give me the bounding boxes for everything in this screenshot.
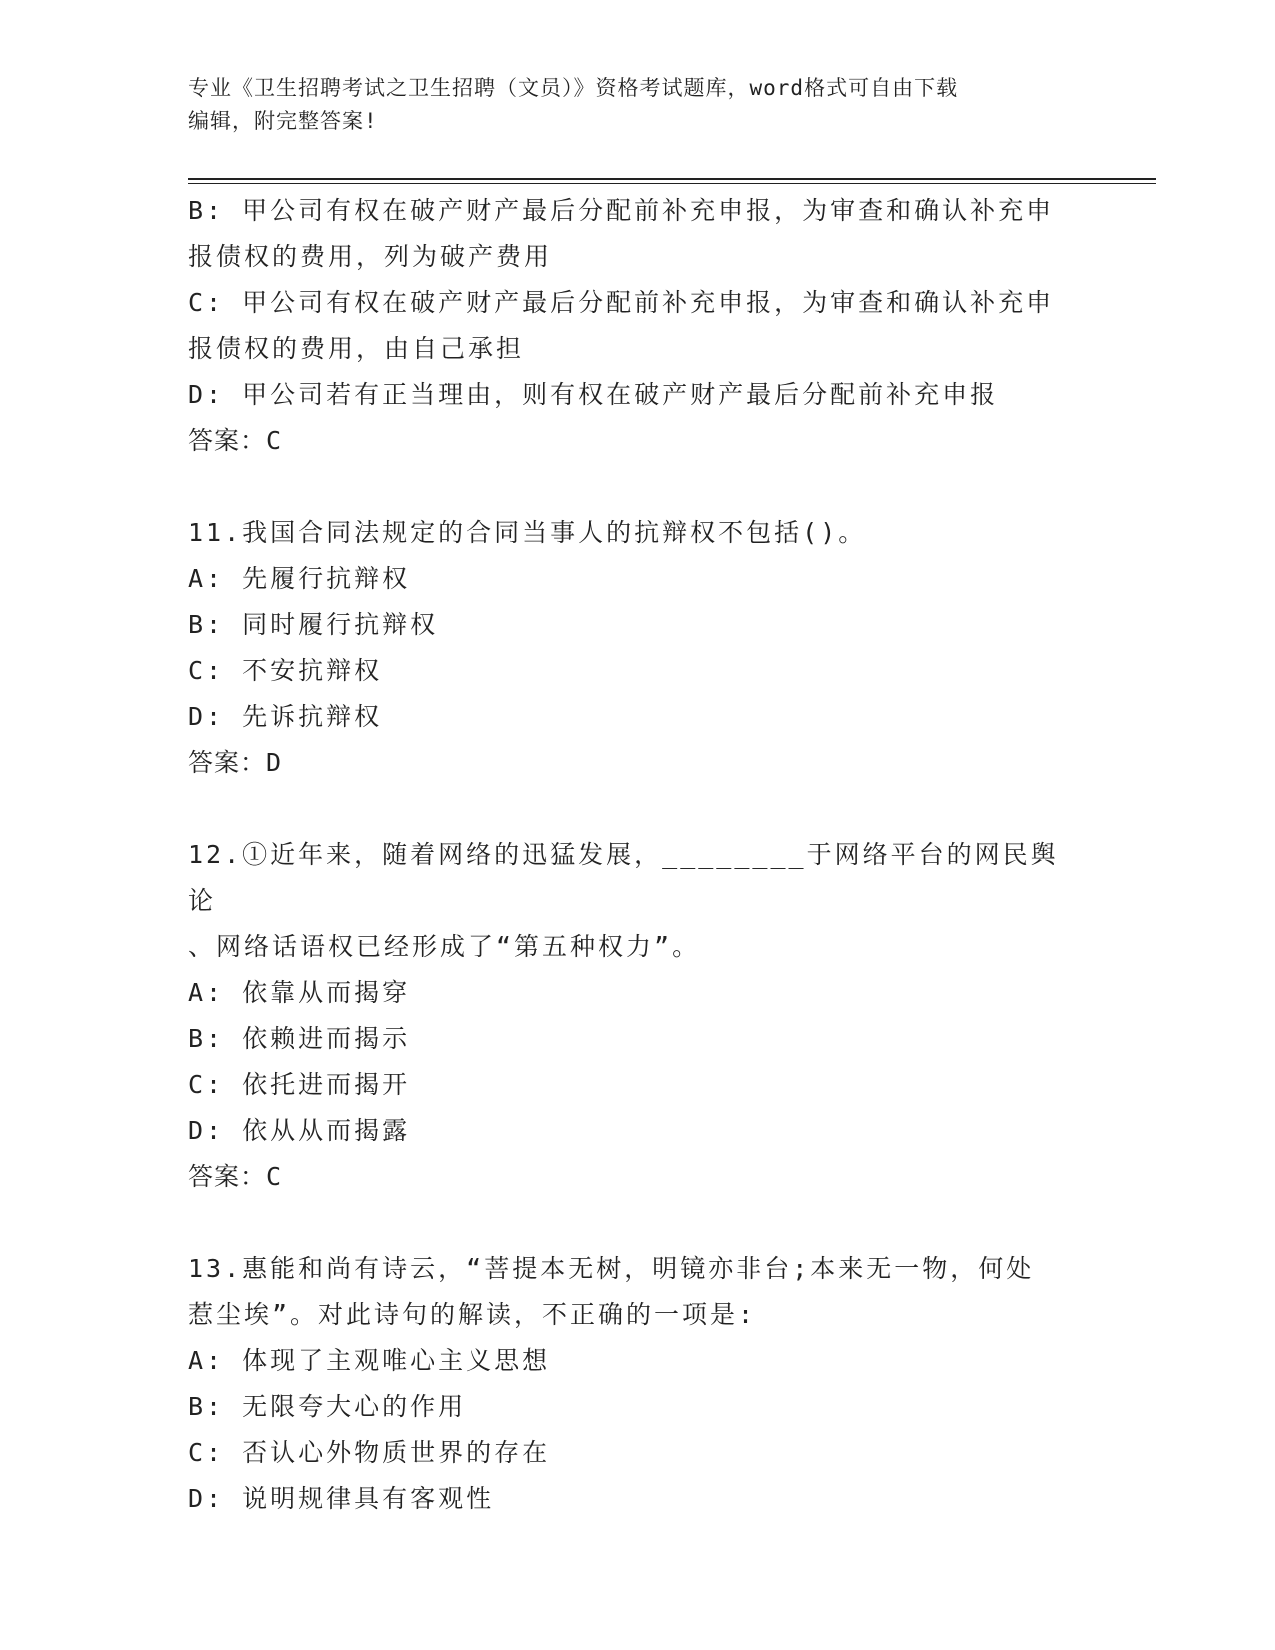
question-stem: 13.惠能和尚有诗云，“菩提本无树，明镜亦非台;本来无一物，何处	[188, 1254, 1035, 1283]
spacer	[188, 464, 1078, 510]
option-c: C: 否认心外物质世界的存在	[188, 1438, 551, 1467]
option-c-cont: 报债权的费用，由自己承担	[188, 334, 525, 363]
question-13	[188, 1246, 1078, 1522]
option-d: D: 说明规律具有客观性	[188, 1484, 495, 1513]
question-12	[188, 832, 1078, 1200]
option-d: D: 先诉抗辩权	[188, 702, 383, 731]
option-a: A: 依靠从而揭穿	[188, 978, 411, 1007]
answer-line: 答案：C	[188, 1162, 283, 1191]
option-c: C: 依托进而揭开	[188, 1070, 411, 1099]
question-stem: 11.我国合同法规定的合同当事人的抗辩权不包括()。	[188, 518, 867, 547]
answer-line: 答案：D	[188, 748, 283, 777]
header-divider-thick	[188, 178, 1156, 180]
option-b: B: 甲公司有权在破产财产最后分配前补充申报，为审查和确认补充申	[188, 196, 1055, 225]
question-content	[188, 188, 1078, 1522]
header-line-2: 编辑，附完整答案!	[188, 109, 378, 133]
document-header	[188, 72, 1068, 138]
option-c: C: 甲公司有权在破产财产最后分配前补充申报，为审查和确认补充申	[188, 288, 1055, 317]
option-d: D: 依从从而揭露	[188, 1116, 411, 1145]
option-d: D: 甲公司若有正当理由，则有权在破产财产最后分配前补充申报	[188, 380, 999, 409]
question-stem-cont: 惹尘埃”。对此诗句的解读，不正确的一项是:	[188, 1300, 757, 1329]
spacer	[188, 1200, 1078, 1246]
prev-question-block	[188, 188, 1078, 464]
question-stem-cont: 、网络话语权已经形成了“第五种权力”。	[188, 932, 701, 961]
answer-line: 答案：C	[188, 426, 283, 455]
option-b: B: 无限夸大心的作用	[188, 1392, 467, 1421]
option-a: A: 体现了主观唯心主义思想	[188, 1346, 551, 1375]
question-stem: 12.①近年来，随着网络的迅猛发展，________于网络平台的网民舆论	[188, 840, 1059, 915]
option-a: A: 先履行抗辩权	[188, 564, 411, 593]
question-11	[188, 510, 1078, 786]
spacer	[188, 786, 1078, 832]
option-c: C: 不安抗辩权	[188, 656, 383, 685]
option-b: B: 依赖进而揭示	[188, 1024, 411, 1053]
option-b-cont: 报债权的费用，列为破产费用	[188, 242, 553, 271]
option-b: B: 同时履行抗辩权	[188, 610, 439, 639]
header-divider-thin	[188, 183, 1156, 184]
header-line-1: 专业《卫生招聘考试之卫生招聘（文员）》资格考试题库，word格式可自由下载	[188, 76, 959, 100]
